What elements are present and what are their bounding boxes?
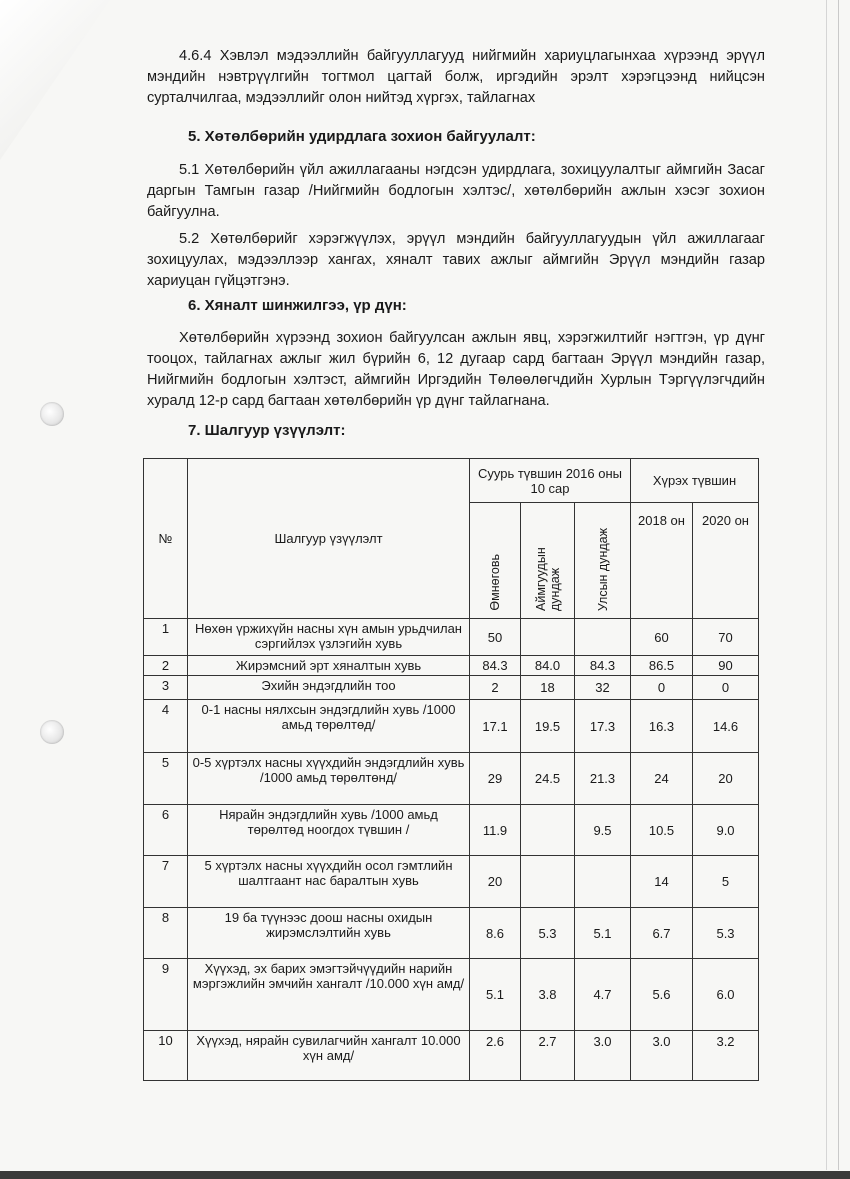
value-2018: 6.7 — [631, 908, 693, 959]
header-aimag-average: Аймгуудын дундаж — [521, 503, 575, 619]
row-number: 9 — [144, 959, 188, 1031]
value-aimag-average: 84.0 — [521, 656, 575, 676]
paragraph-4-6-4: 4.6.4 Хэвлэл мэдээллийн байгууллагууд нийгмийн хариуцлагынхаа хүрээнд эрүүл мэндийн нэвтрүүлгийн тогтмол цагтай болж, иргэдийн эрэлт хэрэгцээнд нийцсэн сурталчилгаа, мэдээллийг олон нийтэд хүргэх, тайлагнах — [147, 48, 765, 106]
value-omnogovi: 20 — [470, 856, 521, 908]
table-row — [144, 676, 759, 700]
value-omnogovi: 29 — [470, 753, 521, 805]
table-row — [144, 856, 759, 908]
row-criteria: Нярайн эндэгдлийн хувь /1000 амьд төрөлтөд ноогдох түвшин / — [188, 805, 470, 856]
value-2020: 70 — [693, 619, 759, 656]
value-omnogovi: 8.6 — [470, 908, 521, 959]
header-omnogovi: Өмнөговь — [470, 503, 521, 619]
value-national-average: 32 — [575, 676, 631, 700]
value-national-average: 21.3 — [575, 753, 631, 805]
header-target: Хүрэх түвшин — [631, 459, 759, 503]
value-aimag-average: 19.5 — [521, 700, 575, 753]
value-2020: 0 — [693, 676, 759, 700]
value-2018: 60 — [631, 619, 693, 656]
value-national-average: 17.3 — [575, 700, 631, 753]
paragraph-5-2: 5.2 Хөтөлбөрийг хэрэгжүүлэх, эрүүл мэндийн байгууллагуудын үйл ажиллагааг зохицуулах, мэдээллээр хангах, хяналт тавих ажлыг аймгийн Эрүүл мэндийн газар хариуцан гүйцэтгэнэ. — [147, 231, 765, 289]
value-2018: 14 — [631, 856, 693, 908]
row-criteria: 19 ба түүнээс доош насны охидын жирэмслэлтийн хувь — [188, 908, 470, 959]
value-aimag-average: 3.8 — [521, 959, 575, 1031]
section-heading-5: 5. Хөтөлбөрийн удирдлага зохион байгуулалт: — [188, 128, 536, 145]
value-national-average: 84.3 — [575, 656, 631, 676]
value-aimag-average: 24.5 — [521, 753, 575, 805]
row-number: 6 — [144, 805, 188, 856]
value-national-average: 4.7 — [575, 959, 631, 1031]
value-national-average: 5.1 — [575, 908, 631, 959]
value-aimag-average — [521, 856, 575, 908]
value-2018: 0 — [631, 676, 693, 700]
header-2020: 2020 он — [693, 503, 759, 619]
criteria-table — [143, 458, 759, 1081]
paragraph-6: Хөтөлбөрийн хүрээнд зохион байгуулсан ажлын явц, хэрэгжилтийг нэгтгэн, үр дүнг тооцох, тайлагнах ажлыг жил бүрийн 6, 12 дугаар сард багтаан Эрүүл мэндийн газар, Нийгмийн бодлогын хэлтэст, аймгийн Иргэдийн Төлөөлөгчдийн Хурлын Тэргүүлэгчдийн хуралд 12-р сард багтаан хөтөлбөрийн үр дүнг тайлагнана. — [147, 330, 765, 409]
table-row — [144, 656, 759, 676]
value-omnogovi: 50 — [470, 619, 521, 656]
value-aimag-average — [521, 805, 575, 856]
row-number: 8 — [144, 908, 188, 959]
value-aimag-average: 18 — [521, 676, 575, 700]
value-2020: 6.0 — [693, 959, 759, 1031]
row-number: 2 — [144, 656, 188, 676]
row-criteria: 0-5 хүртэлх насны хүүхдийн эндэгдлийн хувь /1000 амьд төрөлтөнд/ — [188, 753, 470, 805]
value-national-average: 9.5 — [575, 805, 631, 856]
value-omnogovi: 84.3 — [470, 656, 521, 676]
page-edge-line — [826, 0, 827, 1170]
value-2020: 20 — [693, 753, 759, 805]
value-national-average — [575, 619, 631, 656]
row-criteria: 5 хүртэлх насны хүүхдийн осол гэмтлийн шалтгаант нас баралтын хувь — [188, 856, 470, 908]
value-2018: 16.3 — [631, 700, 693, 753]
value-2020: 9.0 — [693, 805, 759, 856]
table-row — [144, 619, 759, 656]
header-national-average: Улсын дундаж — [575, 503, 631, 619]
row-criteria: Хүүхэд, нярайн сувилагчийн хангалт 10.000 хүн амд/ — [188, 1031, 470, 1081]
table-row — [144, 1031, 759, 1081]
page-corner-fold — [0, 0, 110, 160]
value-2018: 5.6 — [631, 959, 693, 1031]
row-number: 3 — [144, 676, 188, 700]
row-criteria: Жирэмсний эрт хяналтын хувь — [188, 656, 470, 676]
scan-bottom-edge — [0, 1171, 850, 1179]
section-heading-6: 6. Хяналт шинжилгээ, үр дүн: — [188, 297, 407, 314]
value-aimag-average: 5.3 — [521, 908, 575, 959]
punch-hole — [40, 402, 64, 426]
value-2020: 5 — [693, 856, 759, 908]
header-baseline: Суурь түвшин 2016 оны 10 сар — [470, 459, 631, 503]
value-omnogovi: 2.6 — [470, 1031, 521, 1081]
value-2018: 86.5 — [631, 656, 693, 676]
punch-hole — [40, 720, 64, 744]
value-national-average — [575, 856, 631, 908]
value-2018: 10.5 — [631, 805, 693, 856]
value-omnogovi: 11.9 — [470, 805, 521, 856]
row-number: 4 — [144, 700, 188, 753]
row-number: 5 — [144, 753, 188, 805]
header-number: № — [144, 459, 188, 619]
paragraph-5-1: 5.1 Хөтөлбөрийн үйл ажиллагааны нэгдсэн удирдлага, зохицуулалтыг аймгийн Засаг даргын Тамгын газар /Нийгмийн бодлогын хэлтэс/, хөтөлбөрийн ажлын хэсэг зохион байгуулна. — [147, 162, 765, 220]
table-row — [144, 908, 759, 959]
table-row — [144, 805, 759, 856]
table-row — [144, 753, 759, 805]
page-edge-line — [838, 0, 839, 1170]
section-heading-7: 7. Шалгуур үзүүлэлт: — [188, 422, 346, 439]
header-criteria: Шалгуур үзүүлэлт — [188, 459, 470, 619]
value-omnogovi: 5.1 — [470, 959, 521, 1031]
value-aimag-average: 2.7 — [521, 1031, 575, 1081]
header-2018: 2018 он — [631, 503, 693, 619]
value-omnogovi: 17.1 — [470, 700, 521, 753]
row-criteria: Эхийн эндэгдлийн тоо — [188, 676, 470, 700]
value-2018: 24 — [631, 753, 693, 805]
row-criteria: Хүүхэд, эх барих эмэгтэйчүүдийн нарийн мэргэжлийн эмчийн хангалт /10.000 хүн амд/ — [188, 959, 470, 1031]
value-2018: 3.0 — [631, 1031, 693, 1081]
table-row — [144, 700, 759, 753]
row-number: 7 — [144, 856, 188, 908]
value-2020: 14.6 — [693, 700, 759, 753]
row-criteria: Нөхөн үржихүйн насны хүн амын урьдчилан сэргийлэх үзлэгийн хувь — [188, 619, 470, 656]
row-criteria: 0-1 насны нялхсын эндэгдлийн хувь /1000 амьд төрөлтөд/ — [188, 700, 470, 753]
value-national-average: 3.0 — [575, 1031, 631, 1081]
value-2020: 5.3 — [693, 908, 759, 959]
table-row — [144, 959, 759, 1031]
row-number: 1 — [144, 619, 188, 656]
value-2020: 3.2 — [693, 1031, 759, 1081]
value-aimag-average — [521, 619, 575, 656]
value-omnogovi: 2 — [470, 676, 521, 700]
value-2020: 90 — [693, 656, 759, 676]
row-number: 10 — [144, 1031, 188, 1081]
